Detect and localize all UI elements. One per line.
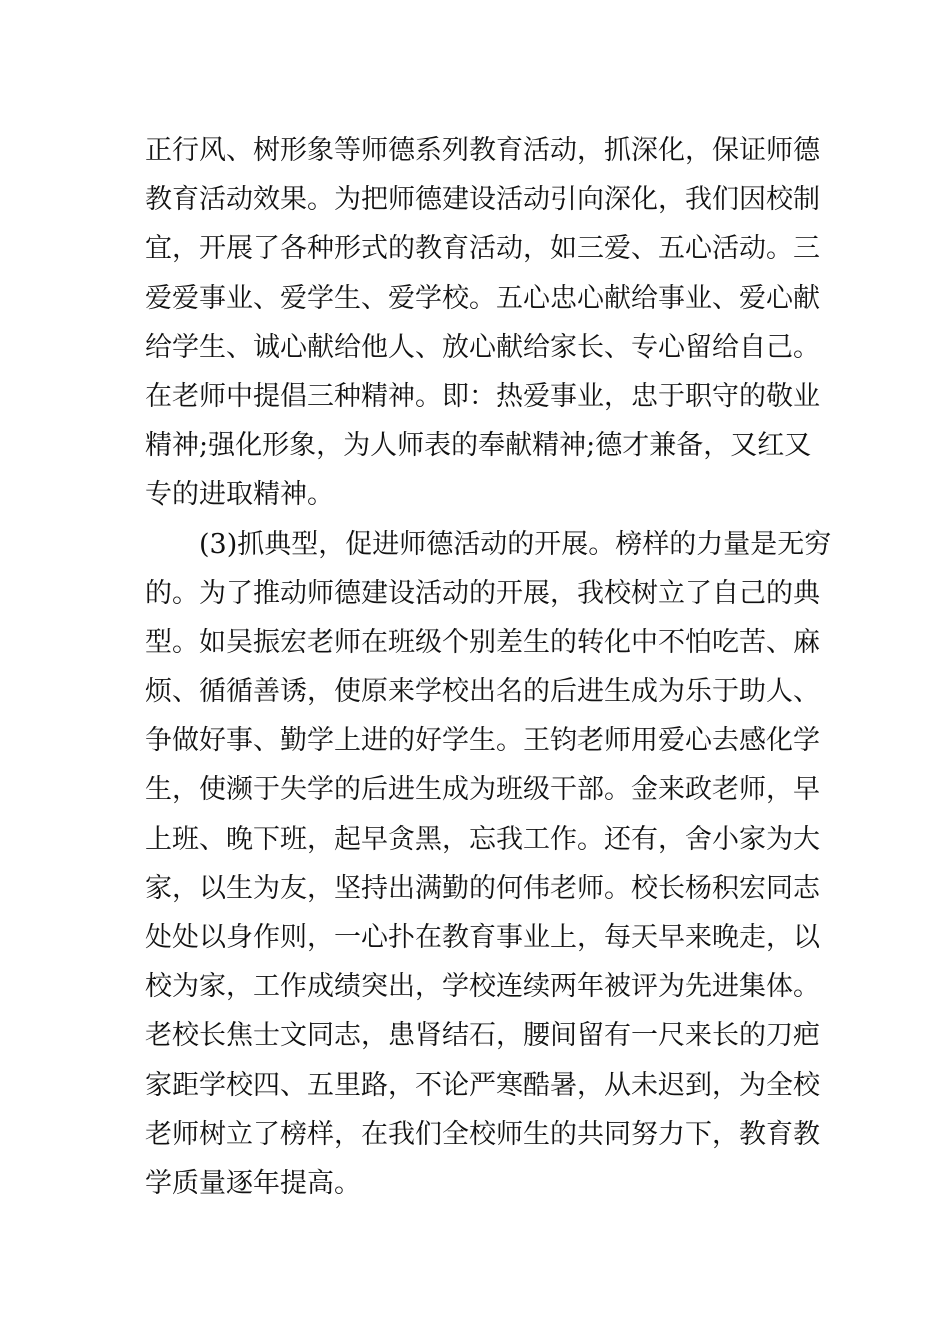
text-line: 烦、循循善诱，使原来学校出名的后进生成为乐于助人、 — [145, 676, 820, 708]
text-line: 校为家，工作成绩突出，学校连续两年被评为先进集体。 — [145, 971, 820, 1003]
text-line: 教育活动效果。为把师德建设活动引向深化，我们因校制 — [145, 184, 820, 216]
text-line: 老校长焦士文同志，患肾结石，腰间留有一尺来长的刀疤 — [145, 1020, 820, 1052]
text-line: 宜，开展了各种形式的教育活动，如三爱、五心活动。三 — [145, 233, 820, 265]
text-line: 给学生、诚心献给他人、放心献给家长、专心留给自己。 — [145, 331, 820, 363]
text-line: 老师树立了榜样，在我们全校师生的共同努力下，教育教 — [145, 1118, 820, 1150]
text-line: 学质量逐年提高。 — [145, 1167, 361, 1199]
text-line: 在老师中提倡三种精神。即：热爱事业，忠于职守的敬业 — [145, 380, 820, 412]
document-body — [145, 126, 832, 1208]
text-line: 精神;强化形象，为人师表的奉献精神;德才兼备，又红又 — [145, 430, 812, 462]
text-line: 专的进取精神。 — [145, 479, 334, 511]
text-line: 生，使濒于失学的后进生成为班级干部。金来政老师，早 — [145, 774, 820, 806]
text-line: 正行风、树形象等师德系列教育活动，抓深化，保证师德 — [145, 135, 820, 166]
paragraph-1 — [145, 126, 820, 520]
text-line: 型。如吴振宏老师在班级个别差生的转化中不怕吃苦、麻 — [145, 626, 820, 658]
text-line: 家距学校四、五里路，不论严寒酷暑，从未迟到，为全校 — [145, 1069, 820, 1101]
text-line: 的。为了推动师德建设活动的开展，我校树立了自己的典 — [145, 577, 820, 609]
text-line: 上班、晚下班，起早贪黑，忘我工作。还有，舍小家为大 — [145, 823, 820, 855]
paragraph-2 — [145, 520, 832, 1209]
text-line: 爱爱事业、爱学生、爱学校。五心忠心献给事业、爱心献 — [145, 282, 820, 314]
text-line: 家，以生为友，坚持出满勤的何伟老师。校长杨积宏同志 — [145, 872, 820, 904]
text-line: 处处以身作则，一心扑在教育事业上，每天早来晚走，以 — [145, 922, 820, 953]
text-line: 争做好事、勤学上进的好学生。王钧老师用爱心去感化学 — [145, 725, 820, 757]
text-line: (3)抓典型，促进师德活动的开展。榜样的力量是无穷 — [199, 528, 832, 560]
